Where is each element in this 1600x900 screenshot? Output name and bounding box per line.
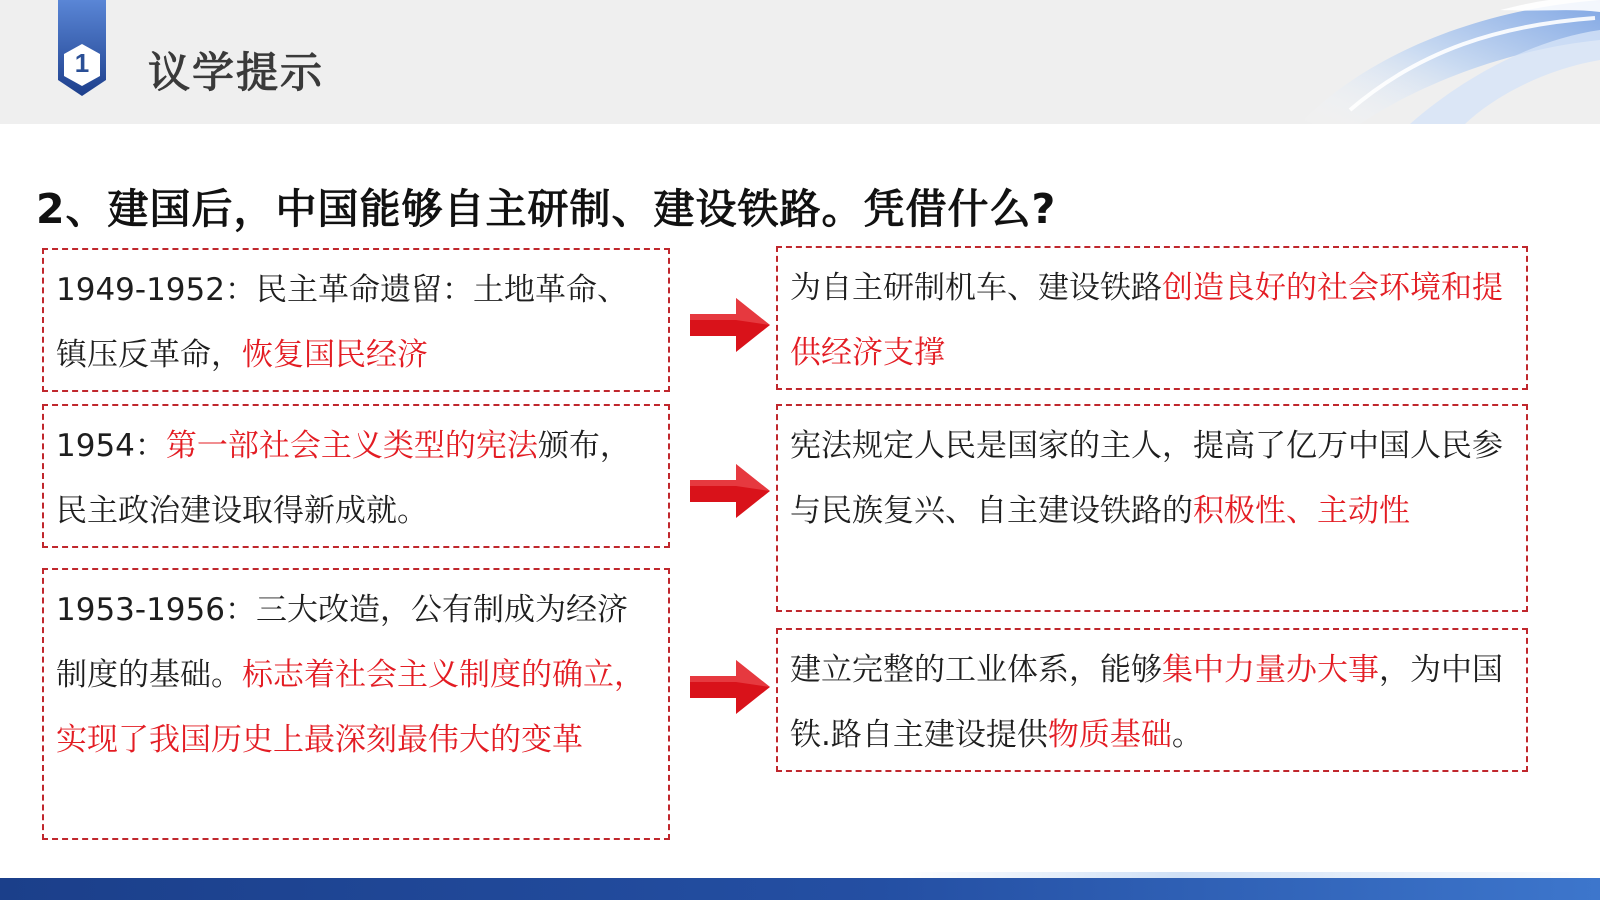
body-text: 1953-1956：三大改造，公有制成为经济制度的基础。 <box>56 592 628 693</box>
highlight-text: 恢复国民经济 <box>242 337 428 373</box>
right-arrow-icon <box>690 464 770 518</box>
body-text: 。 <box>1171 717 1203 753</box>
right-box-constitution <box>776 404 1528 612</box>
left-box-1954 <box>42 404 670 548</box>
page-title: 议学提示 <box>148 48 325 97</box>
highlight-text: 积极性、主动性 <box>1193 493 1410 529</box>
highlight-text: 物质基础 <box>1047 717 1172 753</box>
highlight-text: 第一部社会主义类型的宪法 <box>165 428 538 464</box>
question-heading: 2、建国后，中国能够自主研制、建设铁路。凭借什么? <box>36 185 1057 233</box>
highlight-text: 集中力量办大事 <box>1162 652 1379 688</box>
body-text: 建立完整的工业体系，能够 <box>790 652 1162 688</box>
left-box-1953-1956 <box>42 568 670 840</box>
decorative-swoosh <box>1240 0 1600 124</box>
body-text: 宪法规定人民是国家的主人，提高了亿万中国人民参与民族复兴、自主建设铁路的 <box>790 428 1503 529</box>
body-text: 1949-1952：民主革命遗留：土地革命、镇压反革命， <box>56 272 628 373</box>
left-box-1949-1952 <box>42 248 670 392</box>
right-arrow-icon <box>690 660 770 714</box>
highlight-text: 创造良好的社会环境和提供经济支撑 <box>790 270 1503 371</box>
header-bar <box>0 0 1600 124</box>
right-box-environment <box>776 246 1528 390</box>
footer-bar <box>0 878 1600 900</box>
highlight-text: 标志着社会主义制度的确立，实现了我国历史上最深刻最伟大的变革 <box>56 657 645 758</box>
body-text: 为自主研制机车、建设铁路 <box>790 270 1162 306</box>
body-text: 颁布，民主政治建设取得新成就。 <box>56 428 631 529</box>
body-text: 1954： <box>56 428 166 464</box>
right-arrow-icon <box>690 298 770 352</box>
right-box-industry <box>776 628 1528 772</box>
body-text: ，为中国铁.路自主建设提供 <box>790 652 1503 753</box>
badge-number: 1 <box>74 48 90 78</box>
